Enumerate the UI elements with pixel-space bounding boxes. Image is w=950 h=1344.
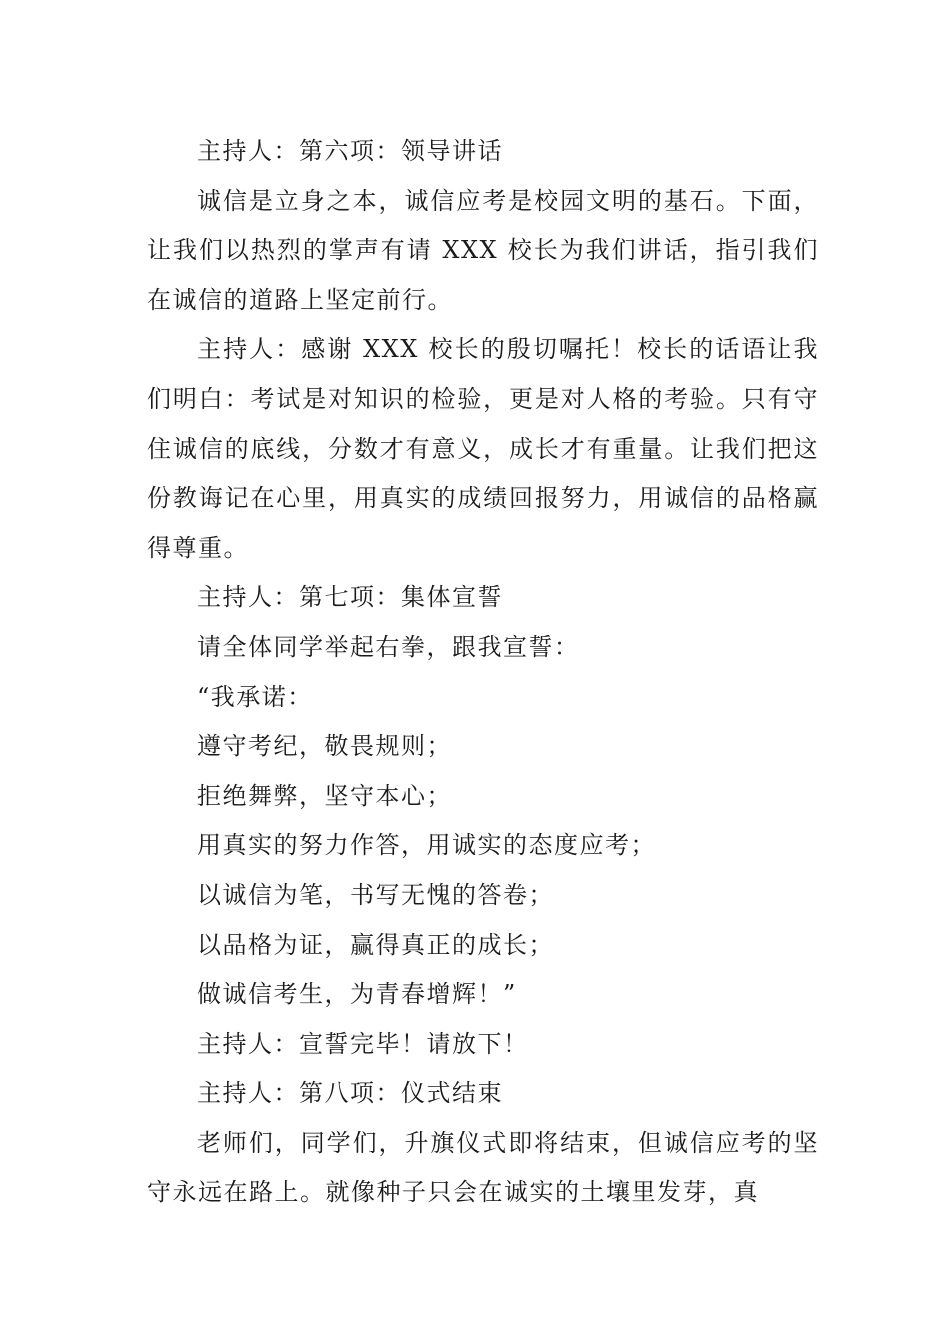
section-heading-leader-speech: 主持人：第六项：领导讲话 [197,137,503,165]
paragraph-closing: 老师们，同学们，升旗仪式即将结束，但诚信应考的坚守永远在路上。就像种子只会在诚实的土壤里发芽，真 [147,1128,819,1207]
oath-line: 以诚信为笔，书写无愧的答卷； [197,880,554,909]
oath-line: “我承诺： [197,682,313,711]
paragraph-thanks-principal: 主持人：感谢 XXX 校长的殷切嘱托！校长的话语让我们明白：考试是对知识的检验，更是对人格的考验。只有守住诚信的底线，分数才有意义，成长才有重量。让我们把这份教诲记在心里，用真实的成绩回报努力，用诚信的品格赢得尊重。 [147,335,819,562]
paragraph-oath-complete: 主持人：宣誓完毕！请放下！ [197,1029,529,1058]
section-heading-collective-oath: 主持人：第七项：集体宣誓 [197,583,503,612]
oath-line: 做诚信考生，为青春增辉！” [197,980,517,1009]
oath-line: 以品格为证，赢得真正的成长； [197,930,554,959]
document-body [147,127,819,1218]
oath-line: 拒绝舞弊，坚守本心； [197,781,452,810]
section-heading-ceremony-end: 主持人：第八项：仪式结束 [197,1079,503,1108]
oath-line: 用真实的努力作答，用诚实的态度应考； [197,831,656,860]
paragraph-oath-instruction: 请全体同学举起右拳，跟我宣誓： [197,632,580,661]
paragraph-integrity-intro: 诚信是立身之本，诚信应考是校园文明的基石。下面，让我们以热烈的掌声有请 XXX 校长为我们讲话，指引我们在诚信的道路上坚定前行。 [147,186,819,314]
oath-line: 遵守考纪，敬畏规则； [197,732,452,761]
